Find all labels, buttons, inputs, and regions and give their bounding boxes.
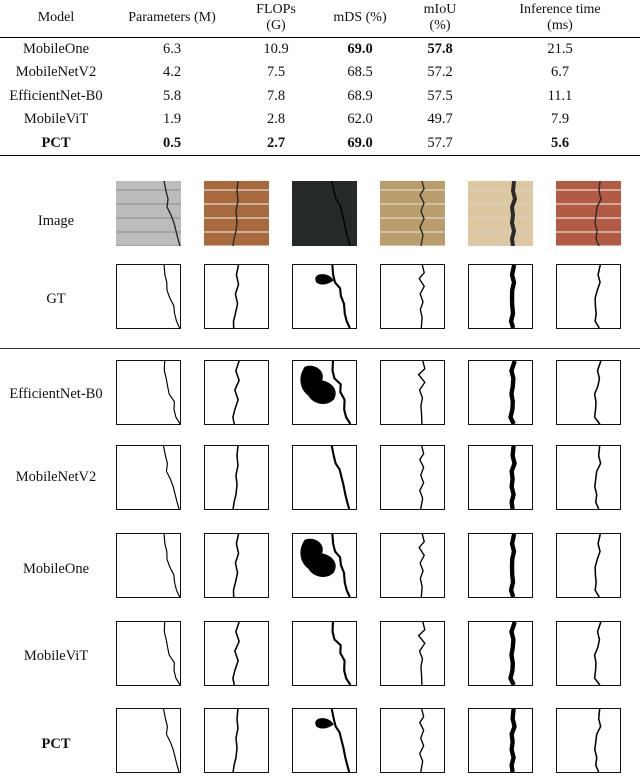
false-positive-region	[300, 539, 335, 577]
row-label-mobilevit: MobileViT	[23, 648, 89, 664]
segmentation-mask	[116, 264, 181, 329]
segmentation-mask	[292, 264, 357, 329]
crack-trace	[595, 709, 601, 772]
crack-trace	[164, 265, 180, 328]
table-cell-params: 4.2	[162, 64, 182, 81]
figure-separator	[0, 348, 640, 349]
false-positive-region	[315, 718, 333, 728]
crack-trace	[233, 709, 238, 772]
crack-trace	[419, 361, 425, 424]
crack-trace	[595, 446, 601, 509]
crack-trace	[233, 446, 238, 509]
crack-trace	[595, 361, 601, 424]
crack-trace	[595, 622, 601, 685]
crack-trace	[164, 446, 180, 509]
segmentation-mask	[468, 360, 533, 425]
header-flops: FLOPs (G)	[232, 0, 320, 38]
crack-trace	[420, 709, 424, 772]
crack-trace	[332, 709, 349, 772]
segmentation-mask	[468, 264, 533, 329]
segmentation-mask	[380, 533, 445, 598]
table-cell-miou: 57.5	[427, 87, 453, 104]
false-positive-region	[315, 274, 333, 284]
segmentation-mask	[468, 708, 533, 773]
table-cell-miou: 57.7	[400, 132, 480, 156]
row-label-pct: PCT	[41, 736, 71, 752]
segmentation-mask	[116, 621, 181, 686]
crack-trace	[512, 709, 515, 772]
segmentation-mask	[292, 360, 357, 425]
table-cell-mds: 69.0	[320, 132, 400, 156]
row-label-image: Image	[37, 213, 75, 229]
false-positive-region	[300, 366, 335, 404]
crack-trace	[233, 534, 238, 597]
table-cell-model: MobileOne	[22, 41, 90, 57]
table-cell-flops: 2.8	[266, 111, 286, 128]
table-cell-flops: 2.7	[232, 132, 320, 156]
table-cell-time: 6.7	[550, 64, 570, 81]
crack-trace	[333, 622, 351, 685]
row-label-mobileone: MobileOne	[22, 561, 90, 577]
segmentation-mask	[556, 708, 621, 773]
crack-trace	[420, 446, 424, 509]
table-cell-flops: 10.9	[263, 41, 289, 57]
segmentation-mask	[204, 264, 269, 329]
crack-trace	[164, 709, 180, 772]
table-cell-mds: 62.0	[347, 111, 373, 128]
segmentation-mask	[556, 360, 621, 425]
table-cell-params: 0.5	[112, 132, 232, 156]
crack-trace	[419, 622, 425, 685]
segmentation-mask	[468, 445, 533, 510]
crack-trace	[164, 534, 180, 597]
header-params: Parameters (M)	[112, 0, 232, 38]
table-cell-model: PCT	[0, 132, 112, 156]
segmentation-mask	[204, 445, 269, 510]
crack-trace	[419, 534, 424, 597]
row-label-mobilenetv2: MobileNetV2	[15, 469, 97, 485]
table-cell-model: MobileViT	[23, 111, 89, 128]
segmentation-mask	[468, 621, 533, 686]
segmentation-mask	[292, 533, 357, 598]
row-label-efficientnet-b0: EfficientNet-B0	[9, 386, 103, 402]
segmentation-mask	[380, 445, 445, 510]
crack-trace	[595, 265, 600, 328]
segmentation-mask	[556, 621, 621, 686]
segmentation-mask	[380, 708, 445, 773]
table-cell-mds: 68.5	[347, 64, 373, 81]
segmentation-mask	[556, 533, 621, 598]
crack-trace	[233, 265, 238, 328]
input-image	[116, 181, 181, 246]
segmentation-mask	[292, 621, 357, 686]
segmentation-mask	[204, 621, 269, 686]
table-cell-flops: 7.8	[266, 87, 286, 104]
crack-trace	[233, 361, 239, 424]
crack-trace	[510, 622, 514, 685]
crack-trace	[164, 622, 180, 685]
table-cell-time: 11.1	[547, 87, 573, 104]
table-cell-time: 5.6	[480, 132, 640, 156]
segmentation-mask	[556, 264, 621, 329]
segmentation-mask	[468, 533, 533, 598]
segmentation-mask	[204, 533, 269, 598]
crack-trace	[164, 361, 180, 424]
segmentation-mask	[204, 360, 269, 425]
table-cell-miou: 57.2	[427, 64, 453, 81]
crack-trace	[511, 265, 514, 328]
input-image	[380, 181, 445, 246]
table-cell-miou: 57.8	[427, 41, 453, 57]
table-cell-mds: 68.9	[347, 87, 373, 104]
segmentation-mask	[116, 708, 181, 773]
crack-trace	[233, 622, 239, 685]
crack-trace	[332, 446, 349, 509]
segmentation-mask	[116, 445, 181, 510]
segmentation-mask	[116, 360, 181, 425]
header-miou: mIoU (%)	[400, 0, 480, 38]
segmentation-mask	[380, 360, 445, 425]
table-cell-params: 6.3	[162, 41, 182, 57]
crack-trace	[512, 446, 515, 509]
input-image	[204, 181, 269, 246]
table-cell-mds: 69.0	[347, 41, 373, 57]
header-mds: mDS (%)	[320, 0, 400, 38]
table-cell-params: 5.8	[162, 87, 182, 104]
table-cell-miou: 49.7	[427, 111, 453, 128]
segmentation-mask	[204, 708, 269, 773]
crack-trace	[510, 361, 514, 424]
table-cell-model: MobileNetV2	[15, 64, 97, 81]
segmentation-mask	[116, 533, 181, 598]
table-cell-time: 21.5	[547, 41, 573, 57]
crack-trace	[511, 534, 514, 597]
input-image	[292, 181, 357, 246]
crack-trace	[332, 265, 349, 328]
segmentation-mask	[380, 264, 445, 329]
crack-trace	[595, 534, 600, 597]
crack-trace	[419, 265, 424, 328]
segmentation-mask	[556, 445, 621, 510]
segmentation-mask	[380, 621, 445, 686]
header-time: Inference time (ms)	[480, 0, 640, 38]
input-image	[556, 181, 621, 246]
table-cell-flops: 7.5	[266, 64, 286, 81]
table-cell-model: EfficientNet-B0	[9, 87, 103, 104]
segmentation-mask	[292, 445, 357, 510]
row-label-gt: GT	[46, 291, 66, 307]
input-image	[468, 181, 533, 246]
table-cell-params: 1.9	[162, 111, 182, 128]
segmentation-mask	[292, 708, 357, 773]
header-model: Model	[0, 0, 112, 38]
table-cell-time: 7.9	[550, 111, 570, 128]
